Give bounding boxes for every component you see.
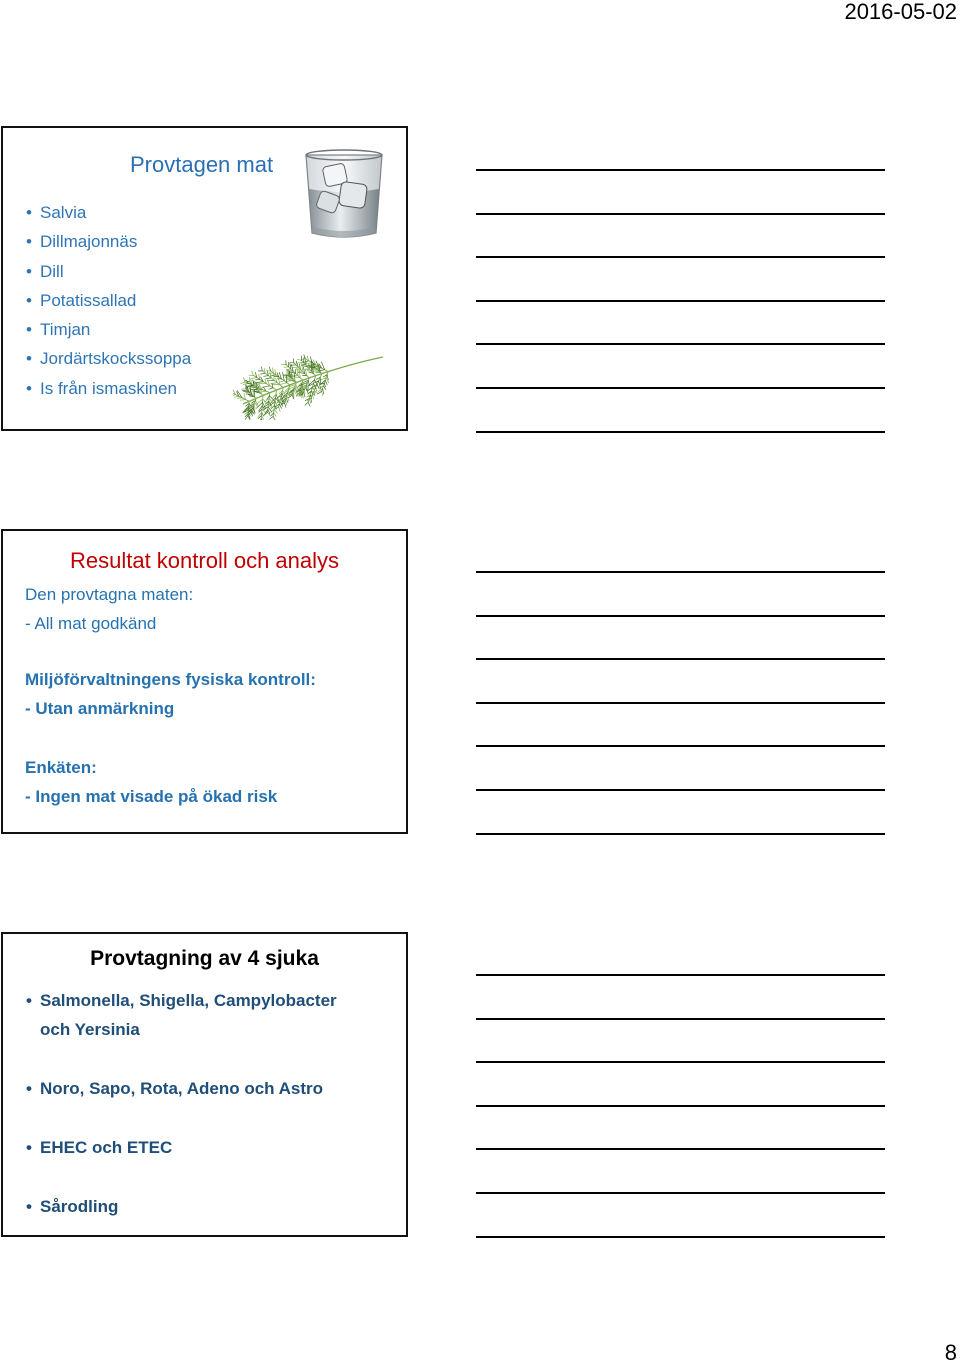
note-line: [476, 615, 885, 617]
note-line: [476, 745, 885, 747]
list-item: • Salvia: [26, 198, 191, 227]
list-item: • Salmonella, Shigella, Campylobacter och Yersinia: [26, 986, 352, 1044]
note-line: [476, 343, 885, 345]
list-item: • Sårodling: [26, 1192, 352, 1221]
list-item: • Potatissallad: [26, 286, 191, 315]
list-item: • Jordärtskockssoppa: [26, 344, 191, 373]
note-line: [476, 658, 885, 660]
slide-resultat: [1, 529, 408, 834]
note-line: [476, 974, 885, 976]
slide-title: Resultat kontroll och analys: [69, 548, 340, 573]
note-line: [476, 1148, 885, 1150]
handout-date: 2016-05-02: [844, 0, 957, 24]
section-item: - All mat godkänd: [25, 613, 157, 633]
section-item: - Ingen mat visade på ökad risk: [25, 786, 278, 806]
section-heading: Den provtagna maten:: [25, 584, 194, 604]
section-heading: Enkäten:: [25, 757, 97, 777]
slide-provtagen-mat: [1, 126, 408, 431]
slide-provtagning: [1, 932, 408, 1237]
note-line: [476, 1105, 885, 1107]
note-line: [476, 1192, 885, 1194]
list-item: • Is från ismaskinen: [26, 374, 191, 403]
list-item: • EHEC och ETEC: [26, 1133, 352, 1162]
note-line: [476, 1018, 885, 1020]
list-item: • Noro, Sapo, Rota, Adeno och Astro: [26, 1074, 352, 1103]
note-line: [476, 169, 885, 171]
note-line: [476, 789, 885, 791]
section-heading: Miljöförvaltningens fysiska kontroll:: [25, 669, 316, 689]
slide-title: Provtagning av 4 sjuka: [90, 947, 319, 970]
result-section: [25, 580, 193, 638]
dill-sprig-icon: [233, 348, 385, 420]
note-line: [476, 300, 885, 302]
note-line: [476, 256, 885, 258]
note-line: [476, 833, 885, 835]
bullet-list: [26, 198, 191, 403]
note-line: [476, 387, 885, 389]
page-number: 8: [944, 1340, 957, 1365]
note-line: [476, 213, 885, 215]
result-section: [25, 665, 316, 723]
note-line: [476, 571, 885, 573]
slide-title: Provtagen mat: [130, 152, 274, 177]
glass-of-ice-water-icon: [302, 145, 388, 245]
result-section: [25, 753, 277, 811]
list-item: • Dill: [26, 257, 191, 286]
note-line: [476, 702, 885, 704]
bullet-list: [26, 986, 352, 1251]
note-line: [476, 431, 885, 433]
note-line: [476, 1236, 885, 1238]
list-item: • Dillmajonnäs: [26, 227, 191, 256]
note-line: [476, 1061, 885, 1063]
section-item: - Utan anmärkning: [25, 698, 175, 718]
list-item: • Timjan: [26, 315, 191, 344]
